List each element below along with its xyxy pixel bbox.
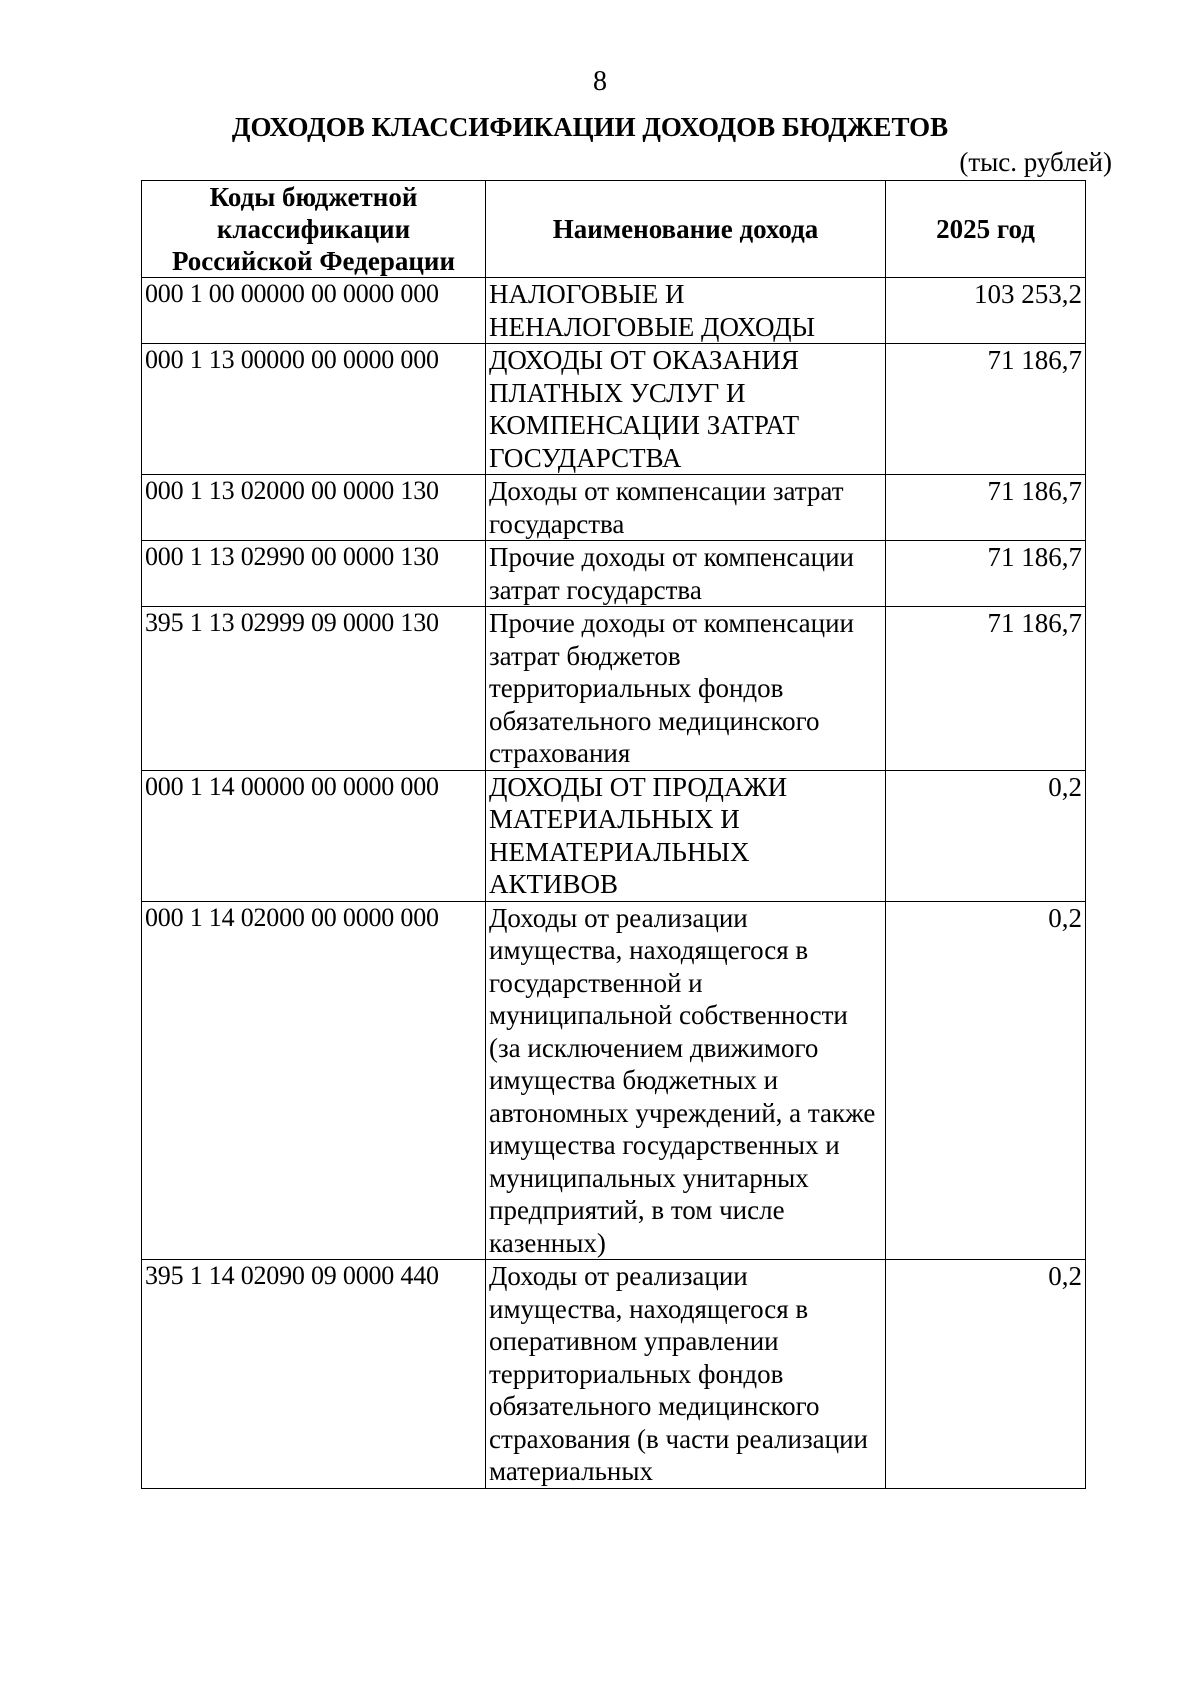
document-title: ДОХОДОВ КЛАССИФИКАЦИИ ДОХОДОВ БЮДЖЕТОВ	[231, 112, 949, 142]
table-body	[142, 278, 1086, 1489]
row-name: Доходы от реализации имущества, находящегося в оперативном управлении территориальных фондов обязательного медицинского страхования (в части реализации материальных	[486, 1260, 886, 1489]
row-name: Доходы от реализации имущества, находящегося в государственной и муниципальной собственности (за исключением движимого имущества бюджетных и автономных учреждений, а также имущества государственных и муниципальных унитарных предприятий, в том числе казенных)	[486, 901, 886, 1260]
row-code: 000 1 14 02000 00 0000 000	[142, 901, 486, 1260]
units-label: (тыс. рублей)	[959, 147, 1112, 177]
row-name: Прочие доходы от компенсации затрат государства	[486, 541, 886, 607]
row-code: 000 1 14 00000 00 0000 000	[142, 770, 486, 901]
row-code: 000 1 13 02000 00 0000 130	[142, 475, 486, 541]
row-code: 000 1 13 00000 00 0000 000	[142, 344, 486, 475]
row-name: ДОХОДЫ ОТ ПРОДАЖИ МАТЕРИАЛЬНЫХ И НЕМАТЕРИАЛЬНЫХ АКТИВОВ	[486, 770, 886, 901]
row-amount: 71 186,7	[886, 607, 1086, 771]
row-amount: 71 186,7	[886, 344, 1086, 475]
header-code: Коды бюджетной классификации Российской Федерации	[142, 181, 486, 278]
row-code: 395 1 13 02999 09 0000 130	[142, 607, 486, 771]
table-row	[142, 278, 1086, 344]
header-name: Наименование дохода	[486, 181, 886, 278]
table-row	[142, 1260, 1086, 1489]
row-amount: 71 186,7	[886, 541, 1086, 607]
table-row	[142, 475, 1086, 541]
table-row	[142, 607, 1086, 771]
income-table	[141, 180, 1086, 1489]
table-row	[142, 541, 1086, 607]
page-number: 8	[593, 66, 607, 97]
row-code: 000 1 13 02990 00 0000 130	[142, 541, 486, 607]
row-name: ДОХОДЫ ОТ ОКАЗАНИЯ ПЛАТНЫХ УСЛУГ И КОМПЕНСАЦИИ ЗАТРАТ ГОСУДАРСТВА	[486, 344, 886, 475]
row-amount: 0,2	[886, 1260, 1086, 1489]
row-amount: 0,2	[886, 901, 1086, 1260]
table-row	[142, 770, 1086, 901]
row-name: НАЛОГОВЫЕ И НЕНАЛОГОВЫЕ ДОХОДЫ	[486, 278, 886, 344]
header-row	[142, 181, 1086, 278]
header-amount: 2025 год	[886, 181, 1086, 278]
row-amount: 0,2	[886, 770, 1086, 901]
table-row	[142, 901, 1086, 1260]
row-amount: 71 186,7	[886, 475, 1086, 541]
row-amount: 103 253,2	[886, 278, 1086, 344]
row-code: 395 1 14 02090 09 0000 440	[142, 1260, 486, 1489]
table-row	[142, 344, 1086, 475]
row-name: Доходы от компенсации затрат государства	[486, 475, 886, 541]
row-code: 000 1 00 00000 00 0000 000	[142, 278, 486, 344]
row-name: Прочие доходы от компенсации затрат бюджетов территориальных фондов обязательного медицинского страхования	[486, 607, 886, 771]
table-header	[142, 181, 1086, 278]
